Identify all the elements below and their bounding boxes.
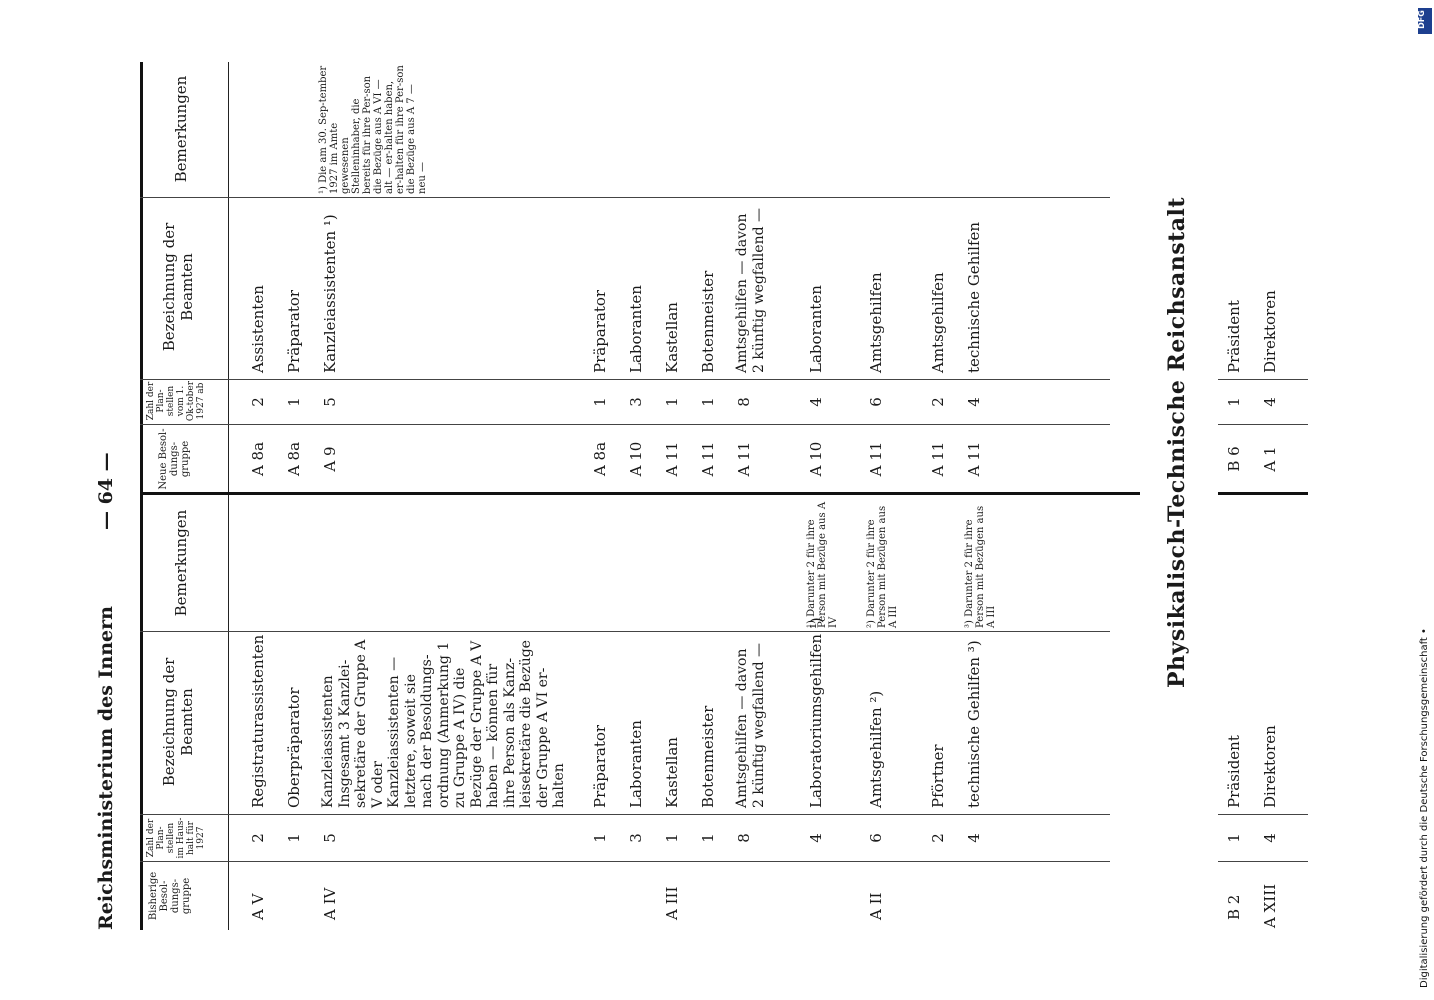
row-new-group: A 11 — [929, 441, 947, 477]
section-title: Physikalisch-Technische Reichsanstalt — [1164, 196, 1190, 688]
header-count-1927: Zahl der Plan-stellen im Haus-halt für 1927 — [146, 817, 206, 859]
row-new-count: 1 — [699, 397, 717, 407]
row-title: Oberpräparator — [285, 687, 303, 808]
header-remarks-right: Bemerkungen — [172, 75, 190, 183]
header-count-oct-1927: Zahl der Plan-stellen vom 1. Ok-tober 1927 ab — [146, 380, 206, 422]
row-new-title: Kastellan — [663, 302, 681, 373]
row-title: Amtsgehilfen ²) — [867, 690, 885, 808]
row-title: Laboratoriumsgehilfen ¹) — [807, 617, 825, 808]
row-new-count: 3 — [627, 397, 645, 407]
section-row-group: B 2 — [1225, 894, 1243, 920]
header-designation-right: Bezeichnung der Beamten — [160, 222, 196, 352]
section-row-group: A XIII — [1261, 883, 1279, 928]
section-col-rule — [1218, 379, 1308, 380]
section-col-rule — [1218, 424, 1308, 425]
section-col-rule — [1218, 814, 1308, 815]
page-number: — 64 — — [95, 452, 117, 530]
section-row-new-count: 1 — [1225, 397, 1243, 407]
row-new-title: Präparator — [285, 289, 303, 373]
table-center-rule — [140, 492, 1140, 495]
row-count: 2 — [249, 833, 267, 843]
row-count: 1 — [591, 833, 609, 843]
row-new-count: 1 — [285, 397, 303, 407]
row-count: 1 — [663, 833, 681, 843]
row-new-remark: ¹) Die am 30. Sep-tember 1927 im Amte gewesenen Stelleninhaber, die bereits für ihre Per-son die Bezüge aus A VI — alt — er-halten haben, er-halten für ihre Per-son die Bezüge aus A 7 — neu — — [318, 65, 428, 194]
row-group: A II — [867, 892, 885, 920]
row-group: A IV — [321, 887, 339, 920]
row-count: 4 — [807, 833, 825, 843]
row-group: A III — [663, 886, 681, 920]
row-count: 4 — [965, 833, 983, 843]
row-new-title: Assistenten — [249, 285, 267, 373]
row-new-title: Botenmeister — [699, 270, 717, 373]
section-row-new-title: Präsident — [1225, 300, 1243, 373]
row-new-count: 1 — [663, 397, 681, 407]
row-new-title: Präparator — [591, 289, 609, 373]
row-title: Laboranten — [627, 720, 645, 808]
dfg-logo: DFG — [1418, 8, 1432, 34]
row-new-title: Amtsgehilfen — davon 2 künftig wegfallend — — [734, 208, 767, 373]
row-title: Kastellan — [663, 737, 681, 808]
row-new-count: 2 — [249, 397, 267, 407]
row-new-group: A 10 — [627, 441, 645, 477]
row-count: 6 — [867, 833, 885, 843]
row-count: 2 — [929, 833, 947, 843]
col-rule — [140, 424, 1110, 425]
row-new-title: Laboranten — [807, 285, 825, 373]
col-rule — [140, 814, 1110, 815]
row-new-group: A 11 — [867, 441, 885, 477]
header-new-group: Neue Besol-dungs-gruppe — [158, 428, 191, 490]
section-row-new-title: Direktoren — [1261, 290, 1279, 373]
col-rule — [140, 197, 1110, 198]
row-new-count: 5 — [321, 397, 339, 407]
section-row-count: 1 — [1225, 833, 1243, 843]
row-title: Botenmeister — [699, 705, 717, 808]
row-new-group: A 10 — [807, 441, 825, 477]
row-new-title: Amtsgehilfen — [867, 272, 885, 373]
header-remarks-left: Bemerkungen — [172, 509, 190, 617]
table-top-rule — [140, 62, 143, 930]
row-new-count: 4 — [807, 397, 825, 407]
row-new-group: A 8a — [249, 441, 267, 477]
col-rule — [140, 861, 1110, 862]
row-new-count: 6 — [867, 397, 885, 407]
row-count: 3 — [627, 833, 645, 843]
col-rule — [140, 631, 1110, 632]
header-rule — [228, 62, 229, 930]
row-new-group: A 11 — [965, 441, 983, 477]
section-row-new-group: B 6 — [1225, 446, 1243, 472]
row-title-long: Kanzleiassistenten Insgesamt 3 Kanzlei-sekretäre der Gruppe A V oder Kanzleiassistenten — letztere, soweit sie nach der Besoldungs-ordnung (Anmerkung 1 zu Gruppe A IV) die Bezüge der Gruppe A V haben — können für ihre Person als Kanz-leisekretäre die Bezüge der Gruppe A VI er-halten — [320, 639, 567, 808]
row-title: Pförtner — [929, 744, 947, 808]
header-prev-group: Bisherige Besol-dungs-gruppe — [148, 871, 192, 921]
row-new-title: Kanzleiassistenten ¹) — [321, 214, 339, 373]
row-title: technische Gehilfen ³) — [965, 640, 983, 808]
row-new-count: 1 — [591, 397, 609, 407]
section-center-rule — [1218, 492, 1308, 495]
row-new-group: A 8a — [591, 441, 609, 477]
section-col-rule — [1218, 861, 1308, 862]
section-row-count: 4 — [1261, 833, 1279, 843]
row-new-count: 2 — [929, 397, 947, 407]
row-new-group: A 8a — [285, 441, 303, 477]
section-row-new-count: 4 — [1261, 397, 1279, 407]
row-new-count: 4 — [965, 397, 983, 407]
section-row-title: Präsident — [1225, 735, 1243, 808]
credit-text: Digitalisierung gefördert durch die Deutsche Forschungsgemeinschaft • — [1419, 628, 1430, 988]
row-new-group: A 11 — [663, 441, 681, 477]
row-group: A V — [249, 893, 267, 920]
digitization-credit — [1418, 388, 1432, 988]
col-rule — [140, 379, 1110, 380]
row-new-count: 8 — [735, 397, 753, 407]
header-designation-left: Bezeichnung der Beamten — [160, 657, 196, 787]
row-count: 1 — [699, 833, 717, 843]
row-new-title: Laboranten — [627, 285, 645, 373]
row-remark: ³) Darunter 2 für ihre Person mit Bezügen aus A III — [964, 505, 997, 628]
section-row-new-group: A 1 — [1261, 446, 1279, 472]
row-new-group: A 11 — [735, 441, 753, 477]
row-title: Registraturassistenten — [249, 634, 267, 808]
row-new-group: A 11 — [699, 441, 717, 477]
section-row-title: Direktoren — [1261, 725, 1279, 808]
row-title: Präparator — [591, 724, 609, 808]
row-title: Amtsgehilfen — davon 2 künftig wegfallend — — [734, 643, 767, 808]
row-remark: ¹) Darunter 2 für ihre Person mit Bezüge aus A IV — [806, 501, 839, 628]
row-new-title: technische Gehilfen — [965, 221, 983, 373]
row-count: 1 — [285, 833, 303, 843]
row-remark: ²) Darunter 2 für ihre Person mit Bezügen aus A III — [866, 505, 899, 628]
row-new-group: A 9 — [321, 446, 339, 472]
row-new-title: Amtsgehilfen — [929, 272, 947, 373]
row-count: 5 — [321, 833, 339, 843]
row-count: 8 — [735, 833, 753, 843]
ministry-title: Reichsministerium des Innern — [95, 606, 117, 930]
